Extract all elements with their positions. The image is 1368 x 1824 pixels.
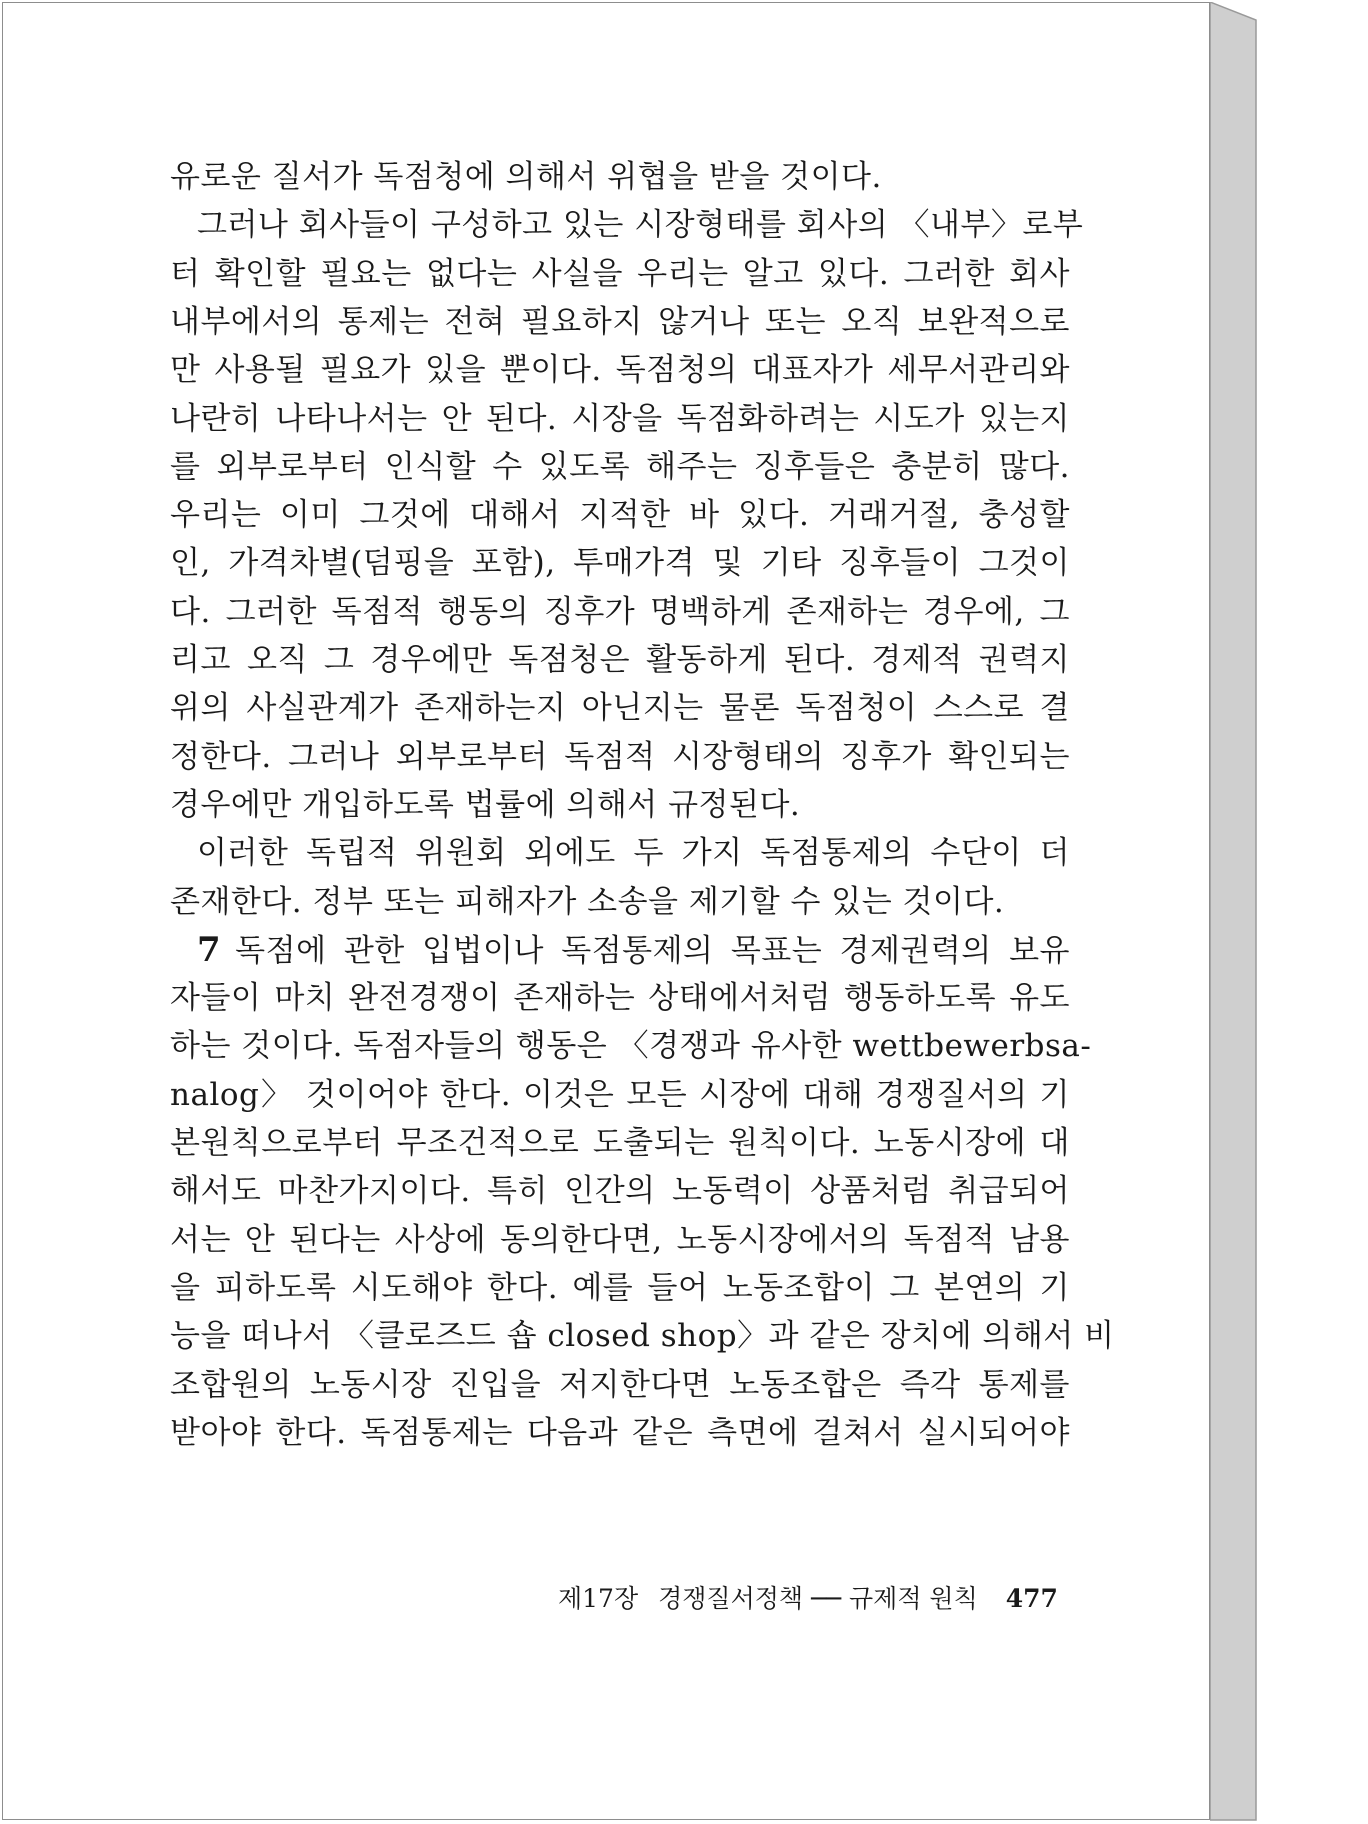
text-line: 만 사용될 필요가 있을 뿐이다. 독점청의 대표자가 세무서관리와 — [170, 352, 1070, 388]
text-line: 정한다. 그러나 외부로부터 독점적 시장형태의 징후가 확인되는 — [170, 739, 1070, 775]
text-line: 유로운 질서가 독점청에 의해서 위협을 받을 것이다. — [170, 159, 882, 195]
text-line: 본원칙으로부터 무조건적으로 도출되는 원칙이다. 노동시장에 대 — [170, 1125, 1070, 1161]
text-line: nalog〉 것이어야 한다. 이것은 모든 시장에 대해 경쟁질서의 기 — [170, 1077, 1070, 1113]
footer-chapter: 제17장 — [558, 1584, 639, 1613]
text-line: 능을 떠나서 〈클로즈드 숍 closed shop〉과 같은 장치에 의해서 비 — [170, 1318, 1115, 1354]
book-page — [2, 2, 1210, 1820]
text-line — [197, 926, 1070, 974]
text-line: 위의 사실관계가 존재하는지 아닌지는 물론 독점청이 스스로 결 — [170, 690, 1070, 726]
text-line: 이러한 독립적 위원회 외에도 두 가지 독점통제의 수단이 더 — [197, 835, 1070, 871]
text-line: 우리는 이미 그것에 대해서 지적한 바 있다. 거래거절, 충성할 — [170, 497, 1070, 533]
text-line: 자들이 마치 완전경쟁이 존재하는 상태에서처럼 행동하도록 유도 — [170, 980, 1070, 1016]
page-number: 477 — [1005, 1584, 1058, 1613]
text-line: 를 외부로부터 인식할 수 있도록 해주는 징후들은 충분히 많다. — [170, 449, 1070, 485]
text-line: 을 피하도록 시도해야 한다. 예를 들어 노동조합이 그 본연의 기 — [170, 1270, 1070, 1306]
text-line: 받아야 한다. 독점통제는 다음과 같은 측면에 걸쳐서 실시되어야 — [170, 1415, 1070, 1451]
section-number: 7 — [197, 930, 222, 970]
text-line: 인, 가격차별(덤핑을 포함), 투매가격 및 기타 징후들이 그것이 — [170, 545, 1070, 581]
text-line: 리고 오직 그 경우에만 독점청은 활동하게 된다. 경제적 권력지 — [170, 642, 1070, 678]
text-line: 존재한다. 정부 또는 피해자가 소송을 제기할 수 있는 것이다. — [170, 884, 1005, 920]
text-line: 터 확인할 필요는 없다는 사실을 우리는 알고 있다. 그러한 회사 — [170, 256, 1070, 292]
text-line: 하는 것이다. 독점자들의 행동은 〈경쟁과 유사한 wettbewerbsa- — [170, 1028, 1092, 1064]
running-footer — [558, 1579, 1058, 1619]
text-line: 나란히 나타나서는 안 된다. 시장을 독점화하려는 시도가 있는지 — [170, 401, 1070, 437]
text-line: 해서도 마찬가지이다. 특히 인간의 노동력이 상품처럼 취급되어 — [170, 1173, 1070, 1209]
text-line: 경우에만 개입하도록 법률에 의해서 규정된다. — [170, 787, 801, 823]
text-line: 내부에서의 통제는 전혀 필요하지 않거나 또는 오직 보완적으로 — [170, 304, 1070, 340]
text-line: 서는 안 된다는 사상에 동의한다면, 노동시장에서의 독점적 남용 — [170, 1222, 1070, 1258]
text-line: 조합원의 노동시장 진입을 저지한다면 노동조합은 즉각 통제를 — [170, 1367, 1070, 1403]
footer-title: 경쟁질서정책 ── 규제적 원칙 — [658, 1584, 978, 1613]
text-line: 다. 그러한 독점적 행동의 징후가 명백하게 존재하는 경우에, 그 — [170, 594, 1070, 630]
text-line-content: 독점에 관한 입법이나 독점통제의 목표는 경제권력의 보유 — [235, 933, 1070, 969]
text-line: 그러나 회사들이 구성하고 있는 시장형태를 회사의 〈내부〉로부 — [197, 207, 1084, 243]
